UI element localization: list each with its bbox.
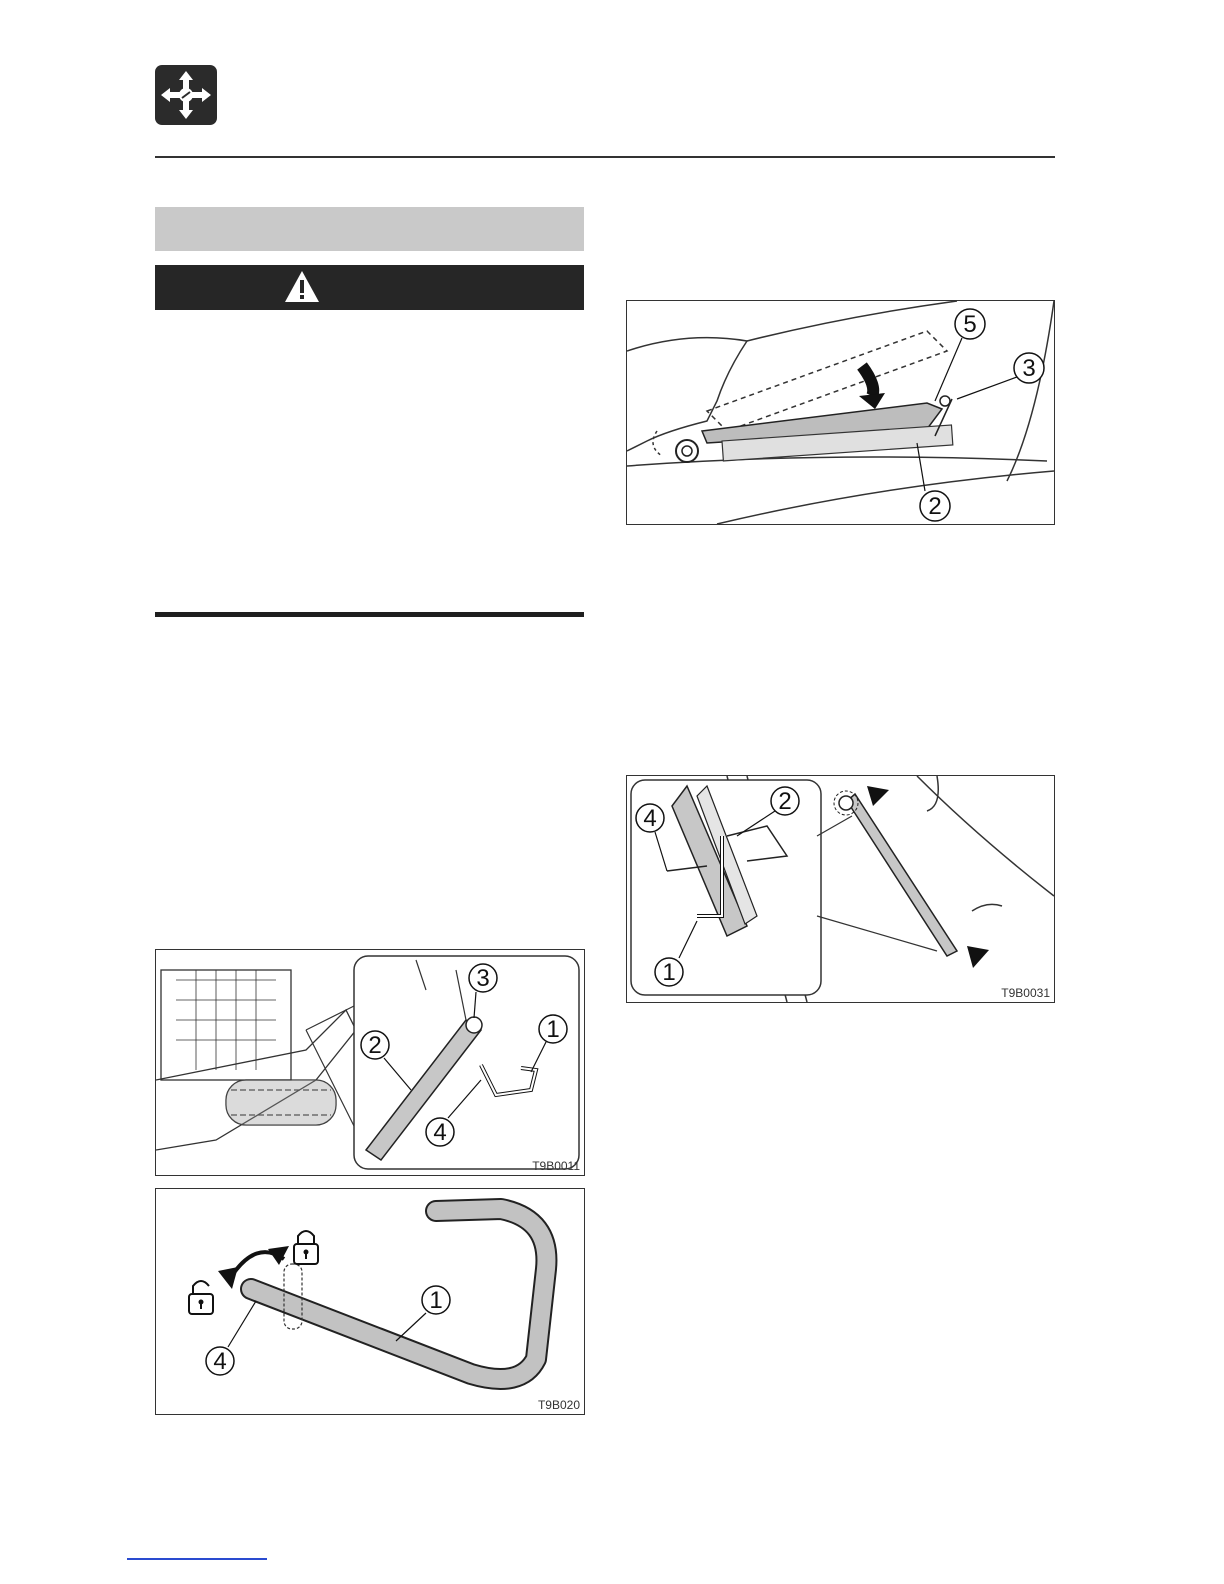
- callout-3: 3: [476, 965, 490, 992]
- footer-link-underline: [127, 1558, 267, 1560]
- figure-lift-arm-support: [626, 300, 1055, 525]
- padlock-locked-icon: [294, 1231, 318, 1264]
- callout-4: 4: [643, 805, 657, 832]
- section-heading-bar: [155, 207, 584, 251]
- callout-4: 4: [213, 1348, 227, 1375]
- callout-5: 5: [963, 311, 977, 338]
- padlock-unlocked-icon: [189, 1281, 213, 1314]
- callout-2: 2: [778, 788, 792, 815]
- callout-2: 2: [928, 493, 942, 520]
- figure-machine-overview: [155, 949, 585, 1176]
- figure-code: T9B020: [537, 1398, 580, 1412]
- figure-code: T9B0031: [1001, 986, 1050, 1000]
- callout-3: 3: [1022, 355, 1036, 382]
- figure-stopper-pin: [626, 775, 1055, 1003]
- section-logo-icon: [155, 65, 217, 125]
- figure-code: T9B0011: [532, 1159, 580, 1173]
- callout-2: 2: [368, 1032, 382, 1059]
- section-divider: [155, 612, 584, 617]
- header-rule: [155, 156, 1055, 158]
- callout-1: 1: [662, 959, 676, 986]
- figure-lock-pin: [155, 1188, 585, 1415]
- warning-triangle-icon: [283, 269, 321, 305]
- callout-1: 1: [546, 1016, 560, 1043]
- callout-1: 1: [429, 1287, 443, 1314]
- callout-4: 4: [433, 1119, 447, 1146]
- warning-bar: [155, 265, 584, 310]
